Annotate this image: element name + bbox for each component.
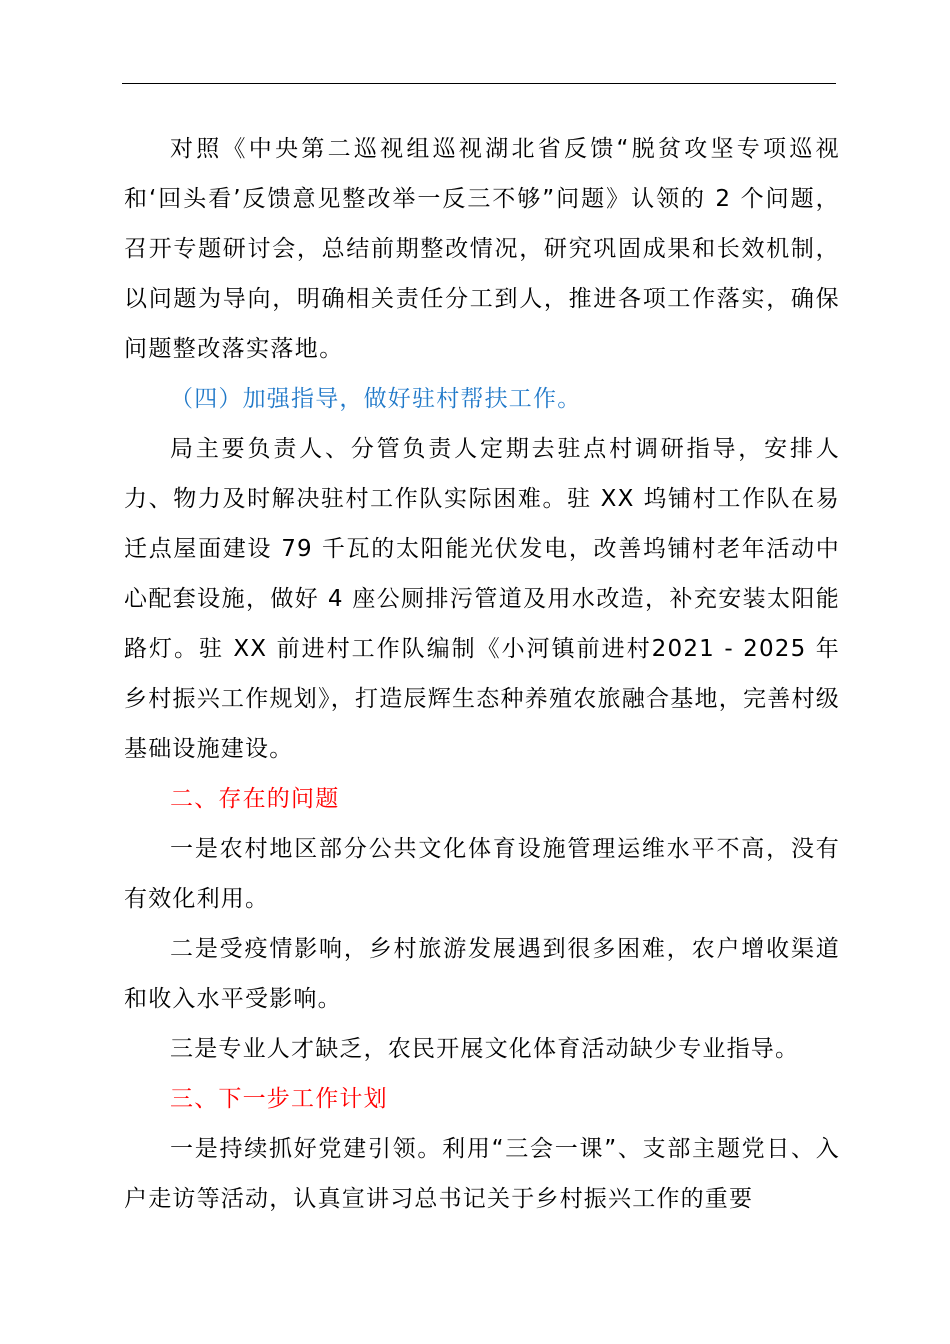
sub-heading-guidance: （四）加强指导，做好驻村帮扶工作。 — [170, 386, 582, 412]
section-heading-next-steps: 三、下一步工作计划 — [170, 1086, 388, 1112]
paragraph-plan-1: 一是持续抓好党建引领。利用“三会一课”、支部主题党日、入户走访等活动，认真宣讲习总书记关于乡村振兴工作的重要 — [124, 1136, 840, 1212]
document-body — [124, 124, 840, 1224]
paragraph-problem-1: 一是农村地区部分公共文化体育设施管理运维水平不高，没有有效化利用。 — [124, 836, 840, 912]
paragraph-problem-3: 三是专业人才缺乏，农民开展文化体育活动缺少专业指导。 — [170, 1036, 800, 1062]
paragraph-village-support: 局主要负责人、分管负责人定期去驻点村调研指导，安排人力、物力及时解决驻村工作队实际困难。驻 XX 坞铺村工作队在易迁点屋面建设 79 千瓦的太阳能光伏发电，改善坞铺村老年活动中心配套设施，做好 4 座公厕排污管道及用水改造，补充安装太阳能路灯。驻 XX 前进村工作队编制《小河镇前进村2021 - 2025 年乡村振兴工作规划》，打造辰辉生态种养殖农旅融合基地，完善村级基础设施建设。 — [124, 436, 840, 762]
section-heading-problems: 二、存在的问题 — [170, 786, 340, 812]
paragraph-problem-2: 二是受疫情影响，乡村旅游发展遇到很多困难，农户增收渠道和收入水平受影响。 — [124, 936, 840, 1012]
paragraph-rectification: 对照《中央第二巡视组巡视湖北省反馈“脱贫攻坚专项巡视和‘回头看’反馈意见整改举一反三不够”问题》认领的 2 个问题，召开专题研讨会，总结前期整改情况，研究巩固成果和长效机制，以问题为导向，明确相关责任分工到人，推进各项工作落实，确保问题整改落实落地。 — [124, 136, 840, 362]
header-rule — [122, 83, 836, 84]
